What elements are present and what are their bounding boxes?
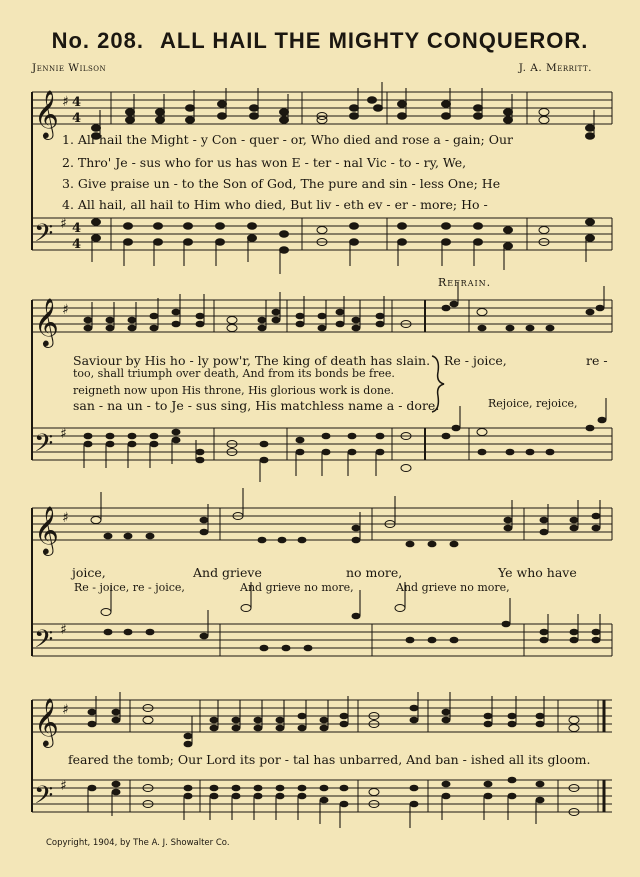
svg-text:♯: ♯ (62, 510, 69, 526)
refrain-rejoice: Re - joice, (444, 353, 507, 368)
refrain-ye-who-have: Ye who have (498, 565, 577, 580)
refrain-label: Refrain. (438, 276, 492, 289)
treble-clef-icon: 𝄞 (34, 89, 59, 138)
copyright-notice: Copyright, 1904, by The A. J. Showalter Co. (46, 838, 230, 848)
svg-text:♯: ♯ (62, 702, 69, 718)
refrain-rejoice-rejoice: Rejoice, rejoice, (488, 397, 578, 410)
lyricist-credit: Jennie Wilson (32, 62, 107, 74)
system-2-verse-4: san - na un - to Je - sus sing, His matchless name a - dore. (73, 398, 440, 413)
refrain-alto-grieve-1: And grieve no more, (240, 581, 354, 594)
refrain-and-grieve: And grieve (193, 565, 262, 580)
refrain-re: re - (586, 353, 608, 368)
svg-text:♯: ♯ (60, 216, 67, 232)
svg-text:𝄞: 𝄞 (34, 697, 59, 746)
system-2-verse-3: reigneth now upon His throne, His glorious work is done. (73, 384, 395, 397)
hymn-number: No. 208. (51, 28, 144, 53)
system-2-verse-2: too, shall triumph over death, And from its bonds be free. (73, 367, 395, 380)
bass-clef-icon: 𝄢 (34, 219, 54, 254)
refrain-joice: joice, (72, 565, 106, 580)
svg-text:♯: ♯ (62, 302, 69, 318)
svg-text:4: 4 (72, 111, 82, 126)
composer-credit: J. A. Merritt. (518, 62, 592, 74)
svg-text:4: 4 (72, 221, 82, 236)
svg-text:𝄢: 𝄢 (34, 781, 54, 816)
svg-text:♯: ♯ (60, 426, 67, 442)
verse-3-line: 3. Give praise un - to the Son of God, The pure and sin - less One; He (62, 176, 501, 191)
system-2-verse-1: Saviour by His ho - ly pow'r, The king of death has slain. (73, 353, 431, 368)
verse-2-line: 2. Thro' Je - sus who for us has won E - ter - nal Vic - to - ry, We, (62, 155, 467, 170)
sharp-icon: ♯ (62, 94, 69, 110)
svg-text:4: 4 (72, 95, 82, 110)
verse-1-line: 1. All hail the Might - y Con - quer - or, Who died and rose a - gain; Our (62, 132, 513, 147)
svg-text:𝄢: 𝄢 (34, 625, 54, 660)
refrain-alto-grieve-2: And grieve no more, (396, 581, 510, 594)
svg-text:4: 4 (72, 237, 82, 252)
refrain-no-more: no more, (346, 565, 403, 580)
svg-text:𝄞: 𝄞 (34, 505, 59, 554)
svg-text:♯: ♯ (60, 778, 67, 794)
hymn-title: ALL HAIL THE MIGHTY CONQUEROR. (159, 28, 589, 53)
svg-text:𝄞: 𝄞 (34, 297, 59, 346)
svg-text:♯: ♯ (60, 622, 67, 638)
verse-4-line: 4. All hail, all hail to Him who died, But liv - eth ev - er - more; Ho - (62, 197, 488, 212)
final-lyric-line: feared the tomb; Our Lord its por - tal has unbarred, And ban - ished all its gloom. (68, 752, 591, 767)
refrain-alto-rejoice: Re - joice, re - joice, (74, 581, 185, 594)
svg-text:𝄢: 𝄢 (34, 429, 54, 464)
